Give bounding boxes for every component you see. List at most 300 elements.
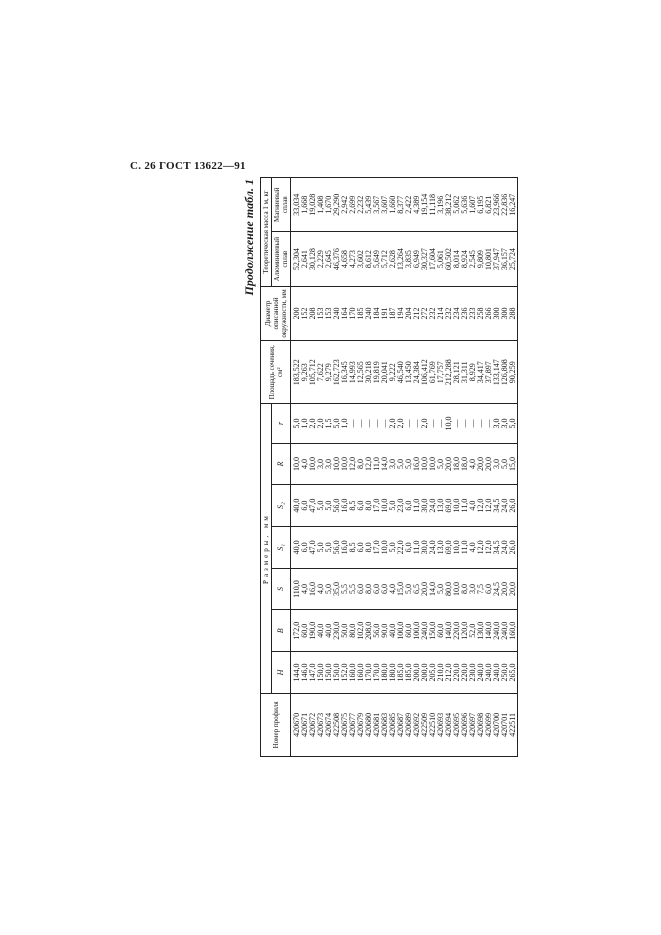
table-cell: 11,0 (460, 498, 469, 513)
table-cell: 133,147 (492, 359, 501, 386)
table-cell: 1,5 (324, 418, 333, 429)
table-cell: 40,0 (316, 623, 325, 638)
table-cell: 30,0 (420, 498, 429, 513)
table-cell: 12,565 (356, 361, 365, 384)
table-cell: 34,5 (492, 540, 501, 555)
table-cell: 420680 (364, 712, 373, 737)
table-cell: 35,0 (332, 582, 341, 597)
table-cell: 265,0 (508, 663, 517, 682)
table-cell: 15,0 (508, 456, 517, 471)
header-sizes: Размеры, мм (261, 404, 272, 693)
table-cell: 5,0 (404, 584, 413, 595)
table-cell: 110,0 (292, 580, 301, 598)
table-cell: 16,0 (412, 456, 421, 471)
header-mass-mg: Магниевый сплав (272, 178, 291, 232)
table-cell: 420677 (348, 712, 357, 737)
table-cell: 24,0 (428, 498, 437, 513)
table-cell: 20,0 (500, 582, 509, 597)
table-cell: 3,196 (436, 195, 445, 214)
table-cell: 40,0 (292, 498, 301, 513)
table-cell: — (436, 419, 445, 428)
table-cell: 162,723 (332, 359, 341, 386)
table-cell: — (468, 419, 477, 428)
table-cell: 5,0 (332, 418, 341, 429)
table-cell: 24,0 (500, 498, 509, 513)
table-cell: 6,0 (356, 500, 365, 511)
table-cell: 230,0 (468, 663, 477, 682)
table-cell: 2,645 (324, 250, 333, 269)
column-S (291, 568, 518, 610)
table-cell: 420683 (380, 712, 389, 737)
table-cell: 170,0 (372, 663, 381, 682)
table-cell: 60,0 (404, 623, 413, 638)
table-cell: 220,0 (452, 621, 461, 640)
rotated-table-block (242, 177, 532, 757)
header-B: B (272, 610, 291, 652)
table-cell: 106,412 (420, 359, 429, 386)
table-cell: 422509 (420, 712, 429, 737)
table-cell: 5,062 (452, 195, 461, 214)
table-cell: 3,607 (380, 195, 389, 214)
table-cell: 214 (436, 307, 445, 320)
table-cell: 204 (404, 307, 413, 320)
table-cell: 1,607 (468, 195, 477, 214)
table-cell: 5,0 (324, 542, 333, 553)
table-cell: 147,0 (308, 663, 317, 682)
table-cell: 10,0 (452, 582, 461, 597)
table-cell: 233 (468, 307, 477, 320)
table-cell: 9,263 (300, 363, 309, 382)
table-cell: 14,0 (428, 582, 437, 597)
table-cell: 23,966 (492, 193, 501, 216)
table-cell: 105,712 (308, 359, 317, 386)
table-cell: 170,0 (364, 663, 373, 682)
table-cell: 90,0 (380, 623, 389, 638)
table-cell: 1,408 (316, 195, 325, 214)
table-cell: 100,0 (396, 621, 405, 640)
header-mass-al: Алюминиевый сплав (272, 232, 291, 286)
table-cell: 30,128 (308, 248, 317, 271)
table-cell: 420671 (300, 712, 309, 737)
header-area: Площадь сечения, см² (261, 341, 291, 404)
table-cell: 200 (292, 307, 301, 320)
table-cell: 2,641 (300, 250, 309, 269)
table-cell: 20,0 (444, 456, 453, 471)
table-cell: 6,0 (372, 584, 381, 595)
table-cell: 2,0 (308, 418, 317, 429)
table-cell: 102,0 (356, 621, 365, 640)
table-cell: 240,0 (420, 621, 429, 640)
table-cell: 6,0 (404, 500, 413, 511)
table-cell: 210,0 (436, 663, 445, 682)
table-cell: 12,0 (476, 540, 485, 555)
table-cell: 420679 (356, 712, 365, 737)
table-cell: 5,0 (388, 500, 397, 511)
table-cell: — (484, 419, 493, 428)
table-cell: 7,5 (476, 584, 485, 595)
table-cell: 69,0 (444, 540, 453, 555)
table-cell: 8,929 (468, 363, 477, 382)
table-cell: 3,0 (468, 584, 477, 595)
column-mass-mg (291, 178, 518, 232)
table-cell: 9,809 (476, 250, 485, 269)
header-R: R (272, 443, 291, 485)
header-S2: S₂ (272, 485, 291, 527)
table-cell: 185,0 (396, 663, 405, 682)
table-cell: 90,259 (508, 361, 517, 384)
table-cell: 5,439 (364, 195, 373, 214)
table-cell: 24,0 (428, 540, 437, 555)
table-cell: — (428, 419, 437, 428)
table-cell: 2,0 (316, 418, 325, 429)
table-cell: 185 (356, 307, 365, 320)
table-cell: 140,0 (484, 621, 493, 640)
table-cell: 200,0 (412, 663, 421, 682)
table-cell: 9,279 (324, 363, 333, 382)
table-cell: 185,0 (404, 663, 413, 682)
table-cell: 2,229 (316, 250, 325, 269)
table-cell: — (460, 419, 469, 428)
table-cell: 4,0 (388, 584, 397, 595)
table-cell: 30,0 (420, 540, 429, 555)
table-cell: 183,522 (292, 359, 301, 386)
table-cell: 420670 (292, 712, 301, 737)
table-cell: 11,0 (412, 540, 421, 555)
table-cell: 4,658 (340, 250, 349, 269)
table-cell: 3,567 (372, 195, 381, 214)
table-cell: — (356, 419, 365, 428)
column-area (291, 341, 518, 404)
table-cell: 4,0 (300, 584, 309, 595)
table-cell: 300 (492, 307, 501, 320)
table-cell: 184 (372, 307, 381, 320)
table-cell: 10,0 (452, 540, 461, 555)
column-r (291, 404, 518, 443)
table-cell: 11,0 (372, 457, 381, 471)
table-cell: 14,993 (348, 361, 357, 384)
table-cell: 5,0 (508, 418, 517, 429)
table-cell: 240,0 (492, 663, 501, 682)
table-cell: 10,801 (484, 248, 493, 271)
table-cell: 4,273 (348, 250, 357, 269)
table-cell: 2,942 (340, 195, 349, 214)
table-cell: 17,757 (436, 361, 445, 384)
table-cell: 13,0 (436, 498, 445, 513)
header-profile: Номер профиля (261, 693, 291, 756)
table-cell: 212,0 (444, 663, 453, 682)
table-cell: 5,0 (324, 500, 333, 511)
table-cell: 47,0 (308, 498, 317, 513)
table-cell: 40,0 (292, 540, 301, 555)
table-cell: 130,0 (476, 621, 485, 640)
table-cell: 5,0 (316, 500, 325, 511)
table-cell: 160,0 (348, 663, 357, 682)
table-cell: 126,808 (500, 359, 509, 386)
table-cell: 6,821 (484, 195, 493, 214)
table-cell: 194 (396, 307, 405, 320)
table-cell: 60,502 (444, 248, 453, 271)
table-cell: 8,0 (356, 458, 365, 469)
table-cell: 170 (348, 307, 357, 320)
table-cell: 12,0 (348, 456, 357, 471)
table-cell: 16,345 (340, 361, 349, 384)
table-cell: 8,0 (364, 500, 373, 511)
table-cell: 11,0 (412, 498, 421, 513)
table-cell: 420698 (476, 712, 485, 737)
table-cell: 2,699 (348, 195, 357, 214)
table-cell: 160,0 (356, 663, 365, 682)
table-cell: — (364, 419, 373, 428)
table-cell: 240,0 (484, 663, 493, 682)
table-cell: 13,0 (436, 540, 445, 555)
table-cell: 20,0 (476, 456, 485, 471)
table-cell: 25,724 (508, 248, 517, 271)
table-cell: 6,5 (412, 584, 421, 595)
table-cell: — (348, 419, 357, 428)
table-cell: 19,154 (420, 193, 429, 216)
table-cell: 12,0 (364, 456, 373, 471)
continuation-title: Продолжение табл. 1 (242, 179, 256, 296)
column-profile (291, 693, 518, 756)
column-B (291, 610, 518, 652)
table-cell: 19,819 (372, 361, 381, 384)
table-cell: 422508 (332, 712, 341, 737)
table-cell: 36,157 (500, 248, 509, 271)
table-cell: 5,0 (436, 584, 445, 595)
table-cell: 8,5 (348, 500, 357, 511)
table-cell: 3,0 (316, 458, 325, 469)
table-cell: 234 (452, 307, 461, 320)
table-cell: 230,0 (332, 621, 341, 640)
table-cell: 20,0 (484, 456, 493, 471)
table-cell: 60,0 (436, 623, 445, 638)
table-cell: 22,0 (396, 540, 405, 555)
table-cell: 272 (420, 307, 429, 320)
table-cell: 420699 (484, 712, 493, 737)
table-cell: 4,0 (300, 458, 309, 469)
table-cell: 3,0 (324, 458, 333, 469)
table-cell: 152 (300, 307, 309, 320)
table-cell: 24,384 (412, 361, 421, 384)
table-cell: 300 (500, 307, 509, 320)
table-cell: 232 (444, 307, 453, 320)
table-cell: 60,0 (300, 623, 309, 638)
table-cell: 13,450 (404, 361, 413, 384)
table-cell: 5,0 (388, 542, 397, 553)
table-cell: 220,0 (452, 663, 461, 682)
table-cell: 1,0 (300, 418, 309, 429)
table-cell: 2,545 (468, 250, 477, 269)
header-S: S (272, 568, 291, 610)
table-cell: 20,0 (420, 582, 429, 597)
page-header: С. 26 ГОСТ 13622—91 (130, 160, 246, 172)
table-cell: — (476, 419, 485, 428)
table-cell: 5,0 (292, 418, 301, 429)
table-cell: 17,0 (372, 540, 381, 555)
table-cell: 420672 (308, 712, 317, 737)
header-mass: Теоретическая масса 1 м, кг (261, 178, 272, 287)
table-cell: 33,034 (292, 193, 301, 216)
table-cell: 7,622 (316, 363, 325, 382)
table-cell: 146,0 (300, 663, 309, 682)
column-R (291, 443, 518, 485)
table-cell: 3,0 (492, 418, 501, 429)
table-cell: 14,0 (380, 456, 389, 471)
table-cell: 208,0 (364, 621, 373, 640)
table-cell: 8,0 (460, 584, 469, 595)
table-cell: 422511 (508, 713, 517, 737)
table-cell: 1,668 (300, 195, 309, 214)
table-cell: 52,0 (468, 623, 477, 638)
table-cell: 8,014 (452, 250, 461, 269)
table-cell: 240,0 (500, 621, 509, 640)
table-cell: 4,0 (316, 584, 325, 595)
table-cell: 24,5 (492, 582, 501, 597)
table-cell: 10,0 (428, 456, 437, 471)
table-cell: 11,118 (428, 194, 437, 216)
table-cell: 47,0 (308, 540, 317, 555)
header-r: r (272, 404, 291, 443)
table-cell: 9,222 (388, 363, 397, 382)
header-S1: S₁ (272, 526, 291, 568)
table-cell: 5,636 (460, 195, 469, 214)
table-cell: 422510 (428, 712, 437, 737)
table-cell: 34,5 (492, 498, 501, 513)
table-cell: 80,0 (444, 582, 453, 597)
table-cell: 6,0 (404, 542, 413, 553)
table-cell: 5,0 (404, 458, 413, 469)
table-cell: 61,769 (428, 361, 437, 384)
table-cell: 212,288 (444, 359, 453, 386)
table-cell: 258 (476, 307, 485, 320)
table-cell: 420701 (500, 712, 509, 737)
table-cell: 2,422 (404, 195, 413, 214)
table-cell: 4,0 (468, 458, 477, 469)
table-cell: 150,0 (316, 663, 325, 682)
table-cell: 2,0 (396, 418, 405, 429)
table-cell: 20,0 (508, 582, 517, 597)
table-cell: 1,670 (324, 195, 333, 214)
table-cell: 13,264 (396, 248, 405, 271)
table-cell: 69,0 (444, 498, 453, 513)
table-cell: 10,0 (332, 456, 341, 471)
table-cell: 6,0 (484, 584, 493, 595)
table-cell: 8,377 (396, 195, 405, 214)
table-cell: 56,0 (332, 498, 341, 513)
table-cell: 5,5 (348, 584, 357, 595)
table-cell: 420694 (444, 712, 453, 737)
table-cell: 12,0 (476, 498, 485, 513)
table-cell: 37,947 (492, 248, 501, 271)
table-cell: 34,417 (476, 361, 485, 384)
table-cell: 15,0 (396, 582, 405, 597)
table-cell: 17,604 (428, 248, 437, 271)
table-cell: 5,0 (324, 584, 333, 595)
table-cell: 420697 (468, 712, 477, 737)
column-H (291, 652, 518, 694)
table-cell: 4,0 (468, 500, 477, 511)
table-cell: 5,649 (372, 250, 381, 269)
table-cell: 240 (332, 307, 341, 320)
table-cell: 5,061 (436, 250, 445, 269)
table-cell: 52,304 (292, 248, 301, 271)
table-cell: 3,835 (404, 250, 413, 269)
table-cell: 26,0 (508, 540, 517, 555)
table-cell: — (380, 419, 389, 428)
table-cell: 266 (484, 307, 493, 320)
table-cell: 212 (412, 307, 421, 320)
table-cell: 2,0 (388, 418, 397, 429)
table-cell: 100,0 (412, 621, 421, 640)
table-cell: 4,389 (412, 195, 421, 214)
table-cell: 2,232 (356, 195, 365, 214)
table-cell: 10,0 (340, 456, 349, 471)
table-cell: 6,0 (380, 584, 389, 595)
table-cell: 150,0 (332, 663, 341, 682)
table-cell: 187 (388, 307, 397, 320)
table-cell: 1,0 (340, 418, 349, 429)
table-cell: 10,0 (452, 498, 461, 513)
table-cell: 6,0 (356, 584, 365, 595)
table-cell: 8,0 (364, 542, 373, 553)
table-cell: 172,0 (292, 621, 301, 640)
column-mass-al (291, 232, 518, 286)
table-cell: 6,949 (412, 250, 421, 269)
table-cell: 3,0 (388, 458, 397, 469)
table-cell: 5,0 (396, 458, 405, 469)
table-cell: 6,0 (300, 542, 309, 553)
table-cell: 236 (460, 307, 469, 320)
table-cell: 190,0 (308, 621, 317, 640)
table-cell: 8,5 (348, 542, 357, 553)
table-cell: 5,0 (500, 458, 509, 469)
table-cell: 37,897 (484, 361, 493, 384)
table-cell: 140,0 (444, 621, 453, 640)
table-cell: 5,0 (316, 542, 325, 553)
table-cell: 420685 (388, 712, 397, 737)
column-S2 (291, 485, 518, 527)
table-cell: 56,0 (372, 623, 381, 638)
table-cell: 153 (324, 307, 333, 320)
table-cell: 164 (340, 307, 349, 320)
table-cell: 16,0 (340, 540, 349, 555)
table-cell: 120,0 (460, 621, 469, 640)
table-cell: 80,0 (348, 623, 357, 638)
table-cell: 420700 (492, 712, 501, 737)
table-cell: 40,0 (324, 623, 333, 638)
table-cell: 17,0 (372, 498, 381, 513)
table-cell: 3,602 (356, 250, 365, 269)
table-cell: 2,628 (388, 250, 397, 269)
table-cell: 6,195 (476, 195, 485, 214)
table-cell: 16,0 (308, 582, 317, 597)
table-cell: 420696 (460, 712, 469, 737)
table-cell: 50,0 (340, 623, 349, 638)
table-cell: — (372, 419, 381, 428)
table-cell: 5,0 (436, 458, 445, 469)
table-cell: 250,0 (500, 663, 509, 682)
table-cell: 31,311 (460, 361, 469, 384)
table-cell: 28,121 (452, 361, 461, 384)
table-cell: 20,041 (380, 361, 389, 384)
table-cell: 240 (364, 307, 373, 320)
column-diameter (291, 286, 518, 340)
table-cell: 22,836 (500, 193, 509, 216)
table-cell: 16,0 (340, 498, 349, 513)
column-S1 (291, 526, 518, 568)
table-cell: 144,0 (292, 663, 301, 682)
table-cell: 10,0 (444, 416, 453, 431)
